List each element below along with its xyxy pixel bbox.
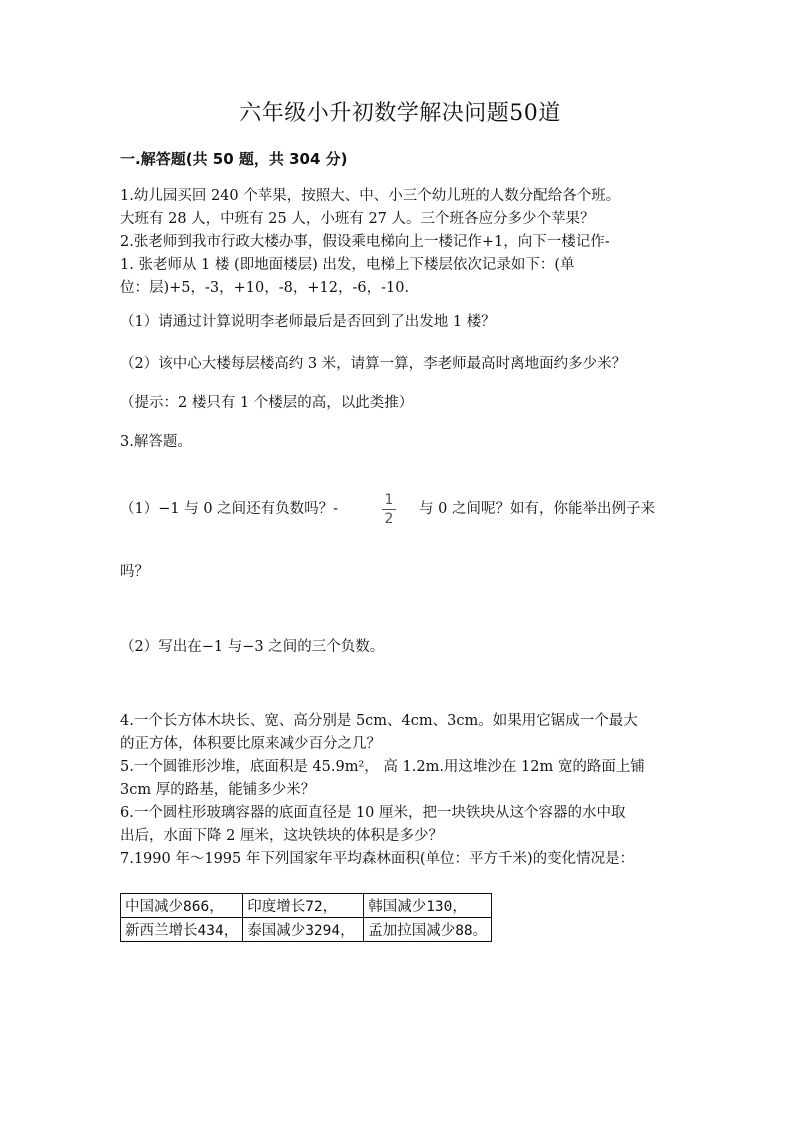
question-3-heading: 3.解答题。: [120, 434, 192, 450]
fraction-numerator: 1: [384, 492, 394, 508]
fraction-bar: [382, 509, 396, 510]
question-3-part-1-start: （1）−1 与 0 之间还有负数吗？-: [120, 501, 339, 517]
question-4-line-1: 4.一个长方体木块长、宽、高分别是 5cm、4cm、3cm。如果用它锯成一个最大: [120, 713, 638, 729]
question-2-line-3: 位：层)+5，-3，+10，-8，+12，-6，-10.: [120, 280, 410, 296]
forest-area-table: [120, 893, 492, 942]
section-heading: 一.解答题(共 50 题，共 304 分): [120, 150, 348, 168]
question-4-line-2: 的正方体，体积要比原来减少百分之几？: [120, 736, 381, 752]
question-6-line-1: 6.一个圆柱形玻璃容器的底面直径是 10 厘米，把一块铁块从这个容器的水中取: [120, 805, 626, 821]
table-row: [121, 918, 492, 942]
question-2-line-1: 2.张老师到我市行政大楼办事，假设乘电梯向上一楼记作+1，向下一楼记作-: [120, 234, 610, 250]
table-cell: 韩国减少130，: [364, 894, 492, 918]
question-2-line-2: 1. 张老师从 1 楼 (即地面楼层) 出发，电梯上下楼层依次记录如下：(单: [120, 257, 575, 273]
fraction-denominator: 2: [384, 511, 394, 527]
table-cell: 印度增长72，: [243, 894, 364, 918]
question-2-part-2: （2）该中心大楼每层楼高约 3 米，请算一算，李老师最高时离地面约多少米？: [120, 356, 627, 372]
table-cell: 新西兰增长434，: [121, 918, 243, 942]
question-1-line-2: 大班有 28 人，中班有 25 人，小班有 27 人。三个班各应分多少个苹果？: [120, 211, 595, 227]
table-cell: 孟加拉国减少88。: [364, 918, 492, 942]
page-title: 六年级小升初数学解决问题50道: [239, 101, 561, 126]
question-3-part-1-end: 与 0 之间呢？如有，你能举出例子来: [419, 501, 655, 517]
question-5-line-2: 3cm 厚的路基，能铺多少米？: [120, 782, 316, 798]
question-3-part-2: （2）写出在−1 与−3 之间的三个负数。: [120, 639, 385, 655]
question-2-hint: （提示：2 楼只有 1 个楼层的高，以此类推）: [120, 395, 414, 411]
question-2-part-1: （1）请通过计算说明李老师最后是否回到了出发地 1 楼？: [120, 314, 496, 330]
question-6-line-2: 出后，水面下降 2 厘米，这块铁块的体积是多少？: [120, 828, 443, 844]
question-5-line-1: 5.一个圆锥形沙堆，底面积是 45.9m²， 高 1.2m.用这堆沙在 12m 宽的路面上铺: [120, 759, 645, 775]
table-row: [121, 894, 492, 918]
question-3-part-1-tail: 吗？: [120, 564, 149, 580]
table-cell: 泰国减少3294，: [243, 918, 364, 942]
question-1-line-1: 1.幼儿园买回 240 个苹果，按照大、中、小三个幼儿班的人数分配给各个班。: [120, 188, 621, 204]
question-7-line: 7.1990 年～1995 年下列国家年平均森林面积(单位：平方千米)的变化情况是：: [120, 851, 635, 867]
table-cell: 中国减少866，: [121, 894, 243, 918]
fraction-one-half: [382, 492, 396, 527]
